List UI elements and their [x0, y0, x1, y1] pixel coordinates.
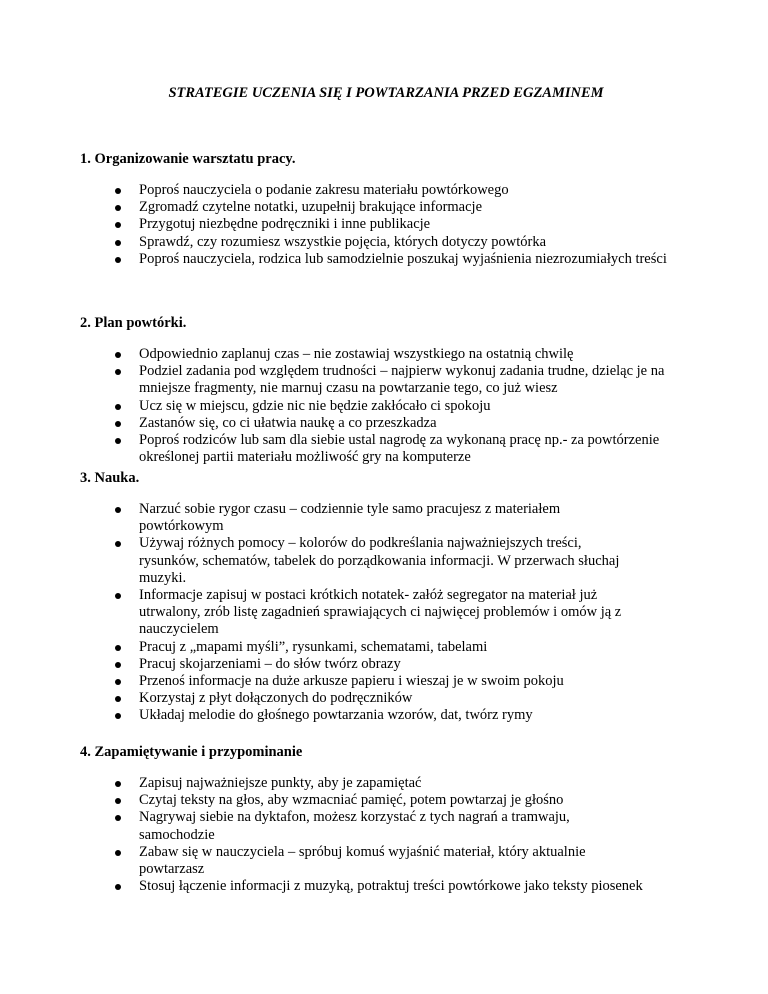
bullet-icon	[115, 884, 121, 890]
list-item: Przygotuj niezbędne podręczniki i inne publikacje	[80, 216, 692, 233]
list-item: Zgromadź czytelne notatki, uzupełnij brakujące informacje	[80, 199, 692, 216]
list-item: Zastanów się, co ci ułatwia naukę a co przeszkadza	[80, 415, 692, 432]
bullet-icon	[115, 798, 121, 804]
bullet-icon	[115, 696, 121, 702]
list-item: Zabaw się w nauczyciela – spróbuj komuś wyjaśnić materiał, który aktualnie powtarzasz	[80, 844, 632, 878]
bullet-icon	[115, 679, 121, 685]
bullet-icon	[115, 593, 121, 599]
bullet-icon	[115, 850, 121, 856]
bullet-icon	[115, 222, 121, 228]
bullet-icon	[115, 188, 121, 194]
bullet-icon	[115, 404, 121, 410]
list-item: Poproś nauczyciela, rodzica lub samodzielnie poszukaj wyjaśnienia niezrozumiałych treści	[80, 251, 692, 268]
bullet-icon	[115, 781, 121, 787]
bullet-icon	[115, 421, 121, 427]
section-plan-powtorki	[80, 314, 692, 466]
bullet-icon	[115, 205, 121, 211]
section-nauka	[80, 469, 692, 725]
section-heading: 1. Organizowanie warsztatu pracy.	[80, 151, 296, 167]
bullet-list	[80, 501, 632, 725]
list-item: Nagrywaj siebie na dyktafon, możesz korzystać z tych nagrań a tramwaju, samochodzie	[80, 809, 632, 843]
list-item: Sprawdź, czy rozumiesz wszystkie pojęcia, których dotyczy powtórka	[80, 234, 692, 251]
bullet-icon	[115, 352, 121, 358]
list-item: Pracuj z „mapami myśli”, rysunkami, schematami, tabelami	[80, 639, 632, 656]
bullet-list	[80, 182, 692, 268]
bullet-icon	[115, 240, 121, 246]
list-item: Podziel zadania pod względem trudności – najpierw wykonuj zadania trudne, dzieląc je na mniejsze fragmenty, nie marnuj czasu na powtarzanie tego, co już wiesz	[80, 363, 692, 397]
list-item: Układaj melodie do głośnego powtarzania wzorów, dat, twórz rymy	[80, 707, 632, 724]
list-item: Poproś rodziców lub sam dla siebie ustal nagrodę za wykonaną pracę np.- za powtórzenie określonej partii materiału możliwość gry na komputerze	[80, 432, 692, 466]
bullet-icon	[115, 662, 121, 668]
section-heading: 4. Zapamiętywanie i przypominanie	[80, 744, 303, 760]
section-organizowanie	[80, 150, 692, 268]
bullet-icon	[115, 438, 121, 444]
bullet-icon	[115, 541, 121, 547]
list-item: Czytaj teksty na głos, aby wzmacniać pamięć, potem powtarzaj je głośno	[80, 792, 692, 809]
list-item: Zapisuj najważniejsze punkty, aby je zapamiętać	[80, 775, 692, 792]
bullet-icon	[115, 507, 121, 513]
list-item: Stosuj łączenie informacji z muzyką, potraktuj treści powtórkowe jako teksty piosenek	[80, 878, 692, 895]
list-item: Używaj różnych pomocy – kolorów do podkreślania najważniejszych treści, rysunków, schematów, tabelek do porządkowania informacji. W przerwach słuchaj muzyki.	[80, 535, 632, 587]
list-item: Poproś nauczyciela o podanie zakresu materiału powtórkowego	[80, 182, 692, 199]
list-item: Ucz się w miejscu, gdzie nic nie będzie zakłócało ci spokoju	[80, 398, 692, 415]
bullet-icon	[115, 645, 121, 651]
bullet-icon	[115, 369, 121, 375]
section-heading: 2. Plan powtórki.	[80, 315, 187, 331]
list-item: Narzuć sobie rygor czasu – codziennie tyle samo pracujesz z materiałem powtórkowym	[80, 501, 632, 535]
list-item: Korzystaj z płyt dołączonych do podręczników	[80, 690, 632, 707]
bullet-icon	[115, 815, 121, 821]
list-item: Informacje zapisuj w postaci krótkich notatek- załóż segregator na materiał już utrwalony, zrób listę zagadnień sprawiających ci najwięcej problemów i omów ją z nauczycielem	[80, 587, 632, 639]
bullet-list	[80, 775, 692, 895]
list-item: Odpowiednio zaplanuj czas – nie zostawiaj wszystkiego na ostatnią chwilę	[80, 346, 692, 363]
bullet-icon	[115, 257, 121, 263]
bullet-list	[80, 346, 692, 466]
list-item: Pracuj skojarzeniami – do słów twórz obrazy	[80, 656, 632, 673]
section-zapamietywanie	[80, 743, 692, 895]
document-title: STRATEGIE UCZENIA SIĘ I POWTARZANIA PRZED EGZAMINEM	[168, 85, 604, 101]
list-item: Przenoś informacje na duże arkusze papieru i wieszaj je w swoim pokoju	[80, 673, 632, 690]
section-heading: 3. Nauka.	[80, 470, 140, 486]
bullet-icon	[115, 713, 121, 719]
